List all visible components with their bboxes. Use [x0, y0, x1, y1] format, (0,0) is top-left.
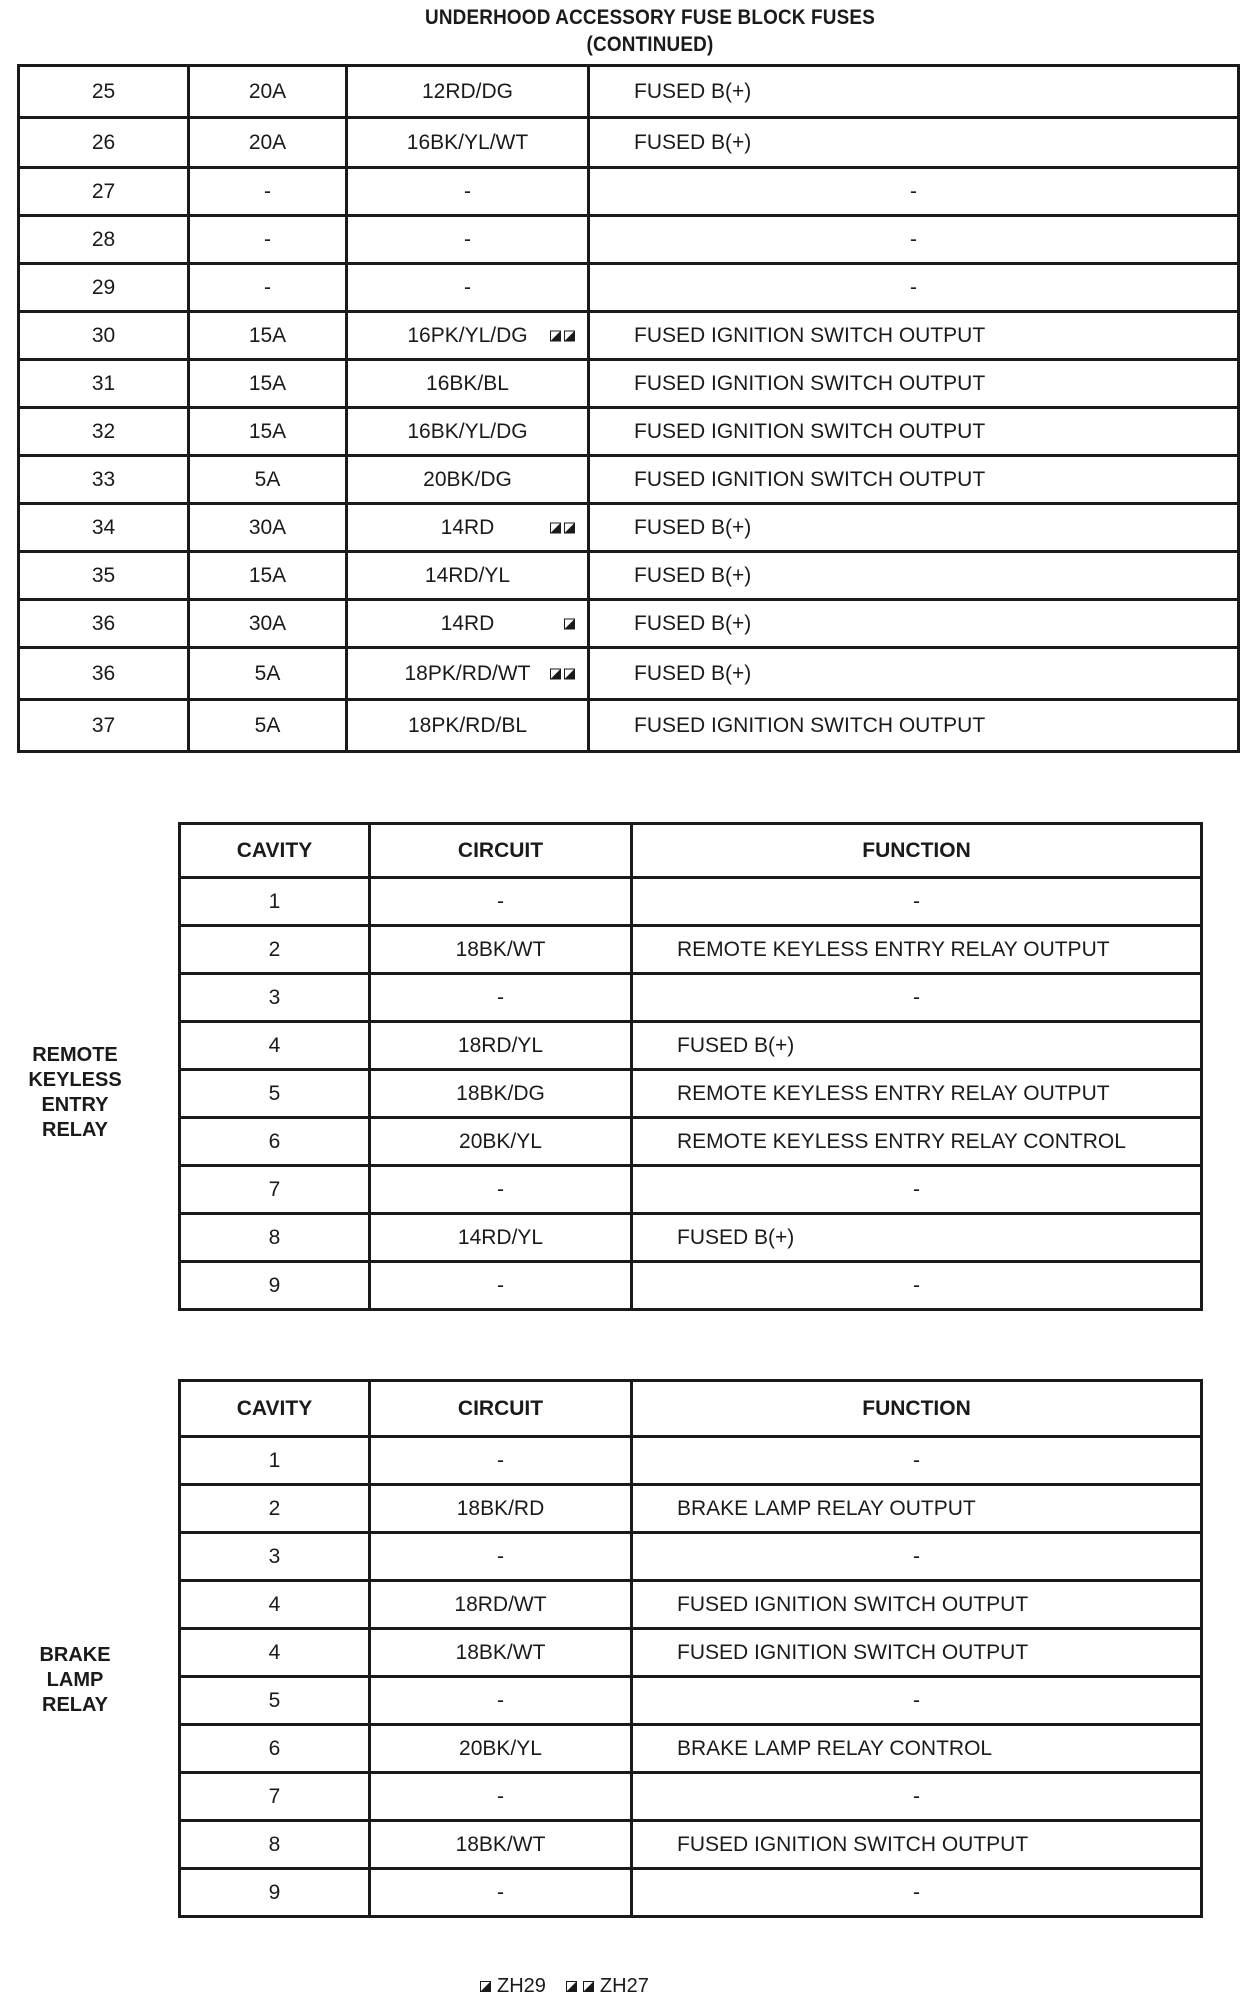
fuse-row — [19, 648, 1239, 700]
connector-mark-icon — [566, 1981, 577, 1992]
fuse-rating-cell: 15A — [189, 408, 347, 456]
fuse-rating-cell: - — [189, 264, 347, 312]
cavity-cell: 35 — [19, 552, 189, 600]
legend-single-label: ZH29 — [497, 1975, 546, 1997]
function-cell: FUSED IGNITION SWITCH OUTPUT — [589, 408, 1239, 456]
brake-relay-table — [178, 1379, 1203, 1918]
circuit-cell: 18BK/WT — [370, 926, 632, 974]
brake-relay-label-line: LAMP — [46, 1669, 104, 1691]
cavity-cell: 4 — [180, 1022, 370, 1070]
fuse-row — [19, 216, 1239, 264]
legend-single — [480, 1975, 546, 1998]
connector-mark-icon — [564, 522, 575, 533]
cavity-cell: 1 — [180, 878, 370, 926]
cavity-cell: 9 — [180, 1869, 370, 1917]
function-cell: FUSED B(+) — [632, 1214, 1202, 1262]
fuse-row — [19, 504, 1239, 552]
fuse-row — [19, 66, 1239, 118]
relay-row — [180, 926, 1202, 974]
circuit-cell — [347, 504, 589, 552]
connector-marks — [550, 522, 575, 533]
fuse-rating-cell: 30A — [189, 504, 347, 552]
relay-row — [180, 1725, 1202, 1773]
function-cell: - — [632, 1437, 1202, 1485]
circuit-cell — [347, 456, 589, 504]
function-cell: BRAKE LAMP RELAY CONTROL — [632, 1725, 1202, 1773]
circuit-text: 14RD — [440, 515, 495, 539]
fuse-rating-cell: 20A — [189, 66, 347, 118]
circuit-cell: 18BK/WT — [370, 1629, 632, 1677]
relay-row — [180, 974, 1202, 1022]
fuse-row — [19, 408, 1239, 456]
function-cell: FUSED IGNITION SWITCH OUTPUT — [589, 700, 1239, 752]
connector-mark-icon — [480, 1981, 491, 1992]
fuse-row — [19, 360, 1239, 408]
relay-row — [180, 1166, 1202, 1214]
circuit-cell — [347, 216, 589, 264]
cavity-cell: 33 — [19, 456, 189, 504]
fuse-rating-cell: - — [189, 168, 347, 216]
circuit-cell: 18BK/RD — [370, 1485, 632, 1533]
circuit-cell: 14RD/YL — [370, 1214, 632, 1262]
cavity-cell: 9 — [180, 1262, 370, 1310]
cavity-header: CAVITY — [180, 1381, 370, 1437]
fuse-row — [19, 700, 1239, 752]
cavity-cell: 29 — [19, 264, 189, 312]
brake-relay-label — [0, 1643, 150, 1718]
fuse-row — [19, 168, 1239, 216]
keyless-relay-label-line: KEYLESS — [28, 1069, 122, 1091]
circuit-text: - — [464, 179, 471, 203]
relay-row — [180, 1533, 1202, 1581]
cavity-cell: 30 — [19, 312, 189, 360]
cavity-cell: 2 — [180, 926, 370, 974]
brake-relay-label-line: BRAKE — [39, 1644, 111, 1666]
cavity-cell: 28 — [19, 216, 189, 264]
function-cell: - — [632, 1869, 1202, 1917]
connector-mark-icon — [564, 330, 575, 341]
connector-marks — [550, 668, 575, 679]
circuit-cell — [347, 118, 589, 168]
function-cell: - — [589, 264, 1239, 312]
cavity-cell: 25 — [19, 66, 189, 118]
relay-row — [180, 1262, 1202, 1310]
function-cell: FUSED IGNITION SWITCH OUTPUT — [632, 1629, 1202, 1677]
relay-row — [180, 1677, 1202, 1725]
fuse-row — [19, 312, 1239, 360]
connector-marks — [564, 618, 575, 629]
keyless-relay-label-line: ENTRY — [41, 1094, 109, 1116]
function-cell: FUSED B(+) — [589, 648, 1239, 700]
relay-row — [180, 1485, 1202, 1533]
circuit-cell — [347, 360, 589, 408]
circuit-cell — [347, 648, 589, 700]
header-row — [180, 824, 1202, 878]
circuit-cell — [347, 600, 589, 648]
function-cell: FUSED IGNITION SWITCH OUTPUT — [589, 312, 1239, 360]
relay-row — [180, 1821, 1202, 1869]
function-cell: - — [589, 216, 1239, 264]
circuit-cell: 18BK/DG — [370, 1070, 632, 1118]
circuit-text: 14RD/YL — [424, 563, 511, 587]
circuit-cell: 20BK/YL — [370, 1118, 632, 1166]
function-cell: FUSED B(+) — [589, 66, 1239, 118]
cavity-cell: 34 — [19, 504, 189, 552]
cavity-cell: 27 — [19, 168, 189, 216]
circuit-cell: - — [370, 974, 632, 1022]
function-cell: FUSED IGNITION SWITCH OUTPUT — [632, 1821, 1202, 1869]
fuse-rating-cell: 15A — [189, 312, 347, 360]
circuit-cell — [347, 168, 589, 216]
relay-row — [180, 1629, 1202, 1677]
connector-marks — [550, 330, 575, 341]
header-row — [180, 1381, 1202, 1437]
circuit-text: 20BK/DG — [423, 467, 512, 491]
function-cell: FUSED B(+) — [589, 118, 1239, 168]
circuit-cell: 18RD/YL — [370, 1022, 632, 1070]
fuse-rating-cell: 15A — [189, 552, 347, 600]
circuit-cell — [347, 552, 589, 600]
fuse-rating-cell: 5A — [189, 700, 347, 752]
function-cell: FUSED B(+) — [589, 504, 1239, 552]
circuit-cell — [347, 312, 589, 360]
fuse-row — [19, 456, 1239, 504]
legend-double-label: ZH27 — [599, 1975, 649, 1997]
cavity-cell: 6 — [180, 1725, 370, 1773]
circuit-cell: - — [370, 1262, 632, 1310]
cavity-cell: 6 — [180, 1118, 370, 1166]
circuit-cell — [347, 408, 589, 456]
fuse-block-table — [17, 64, 1240, 753]
fuse-row — [19, 552, 1239, 600]
circuit-text: 18PK/RD/WT — [404, 661, 531, 685]
keyless-relay-label — [0, 1043, 150, 1143]
circuit-text: 16BK/BL — [426, 371, 509, 395]
circuit-text: 12RD/DG — [421, 79, 514, 103]
function-cell: BRAKE LAMP RELAY OUTPUT — [632, 1485, 1202, 1533]
relay-row — [180, 1070, 1202, 1118]
function-cell: FUSED IGNITION SWITCH OUTPUT — [589, 456, 1239, 504]
circuit-cell — [347, 66, 589, 118]
fuse-row — [19, 600, 1239, 648]
circuit-cell — [347, 700, 589, 752]
legend-double — [566, 1975, 649, 1998]
cavity-cell: 5 — [180, 1070, 370, 1118]
circuit-text: 18PK/RD/BL — [407, 713, 528, 737]
relay-row — [180, 1022, 1202, 1070]
fuse-row — [19, 118, 1239, 168]
function-cell: - — [632, 1533, 1202, 1581]
fuse-rating-cell: 5A — [189, 456, 347, 504]
cavity-cell: 3 — [180, 1533, 370, 1581]
fuse-rating-cell: 20A — [189, 118, 347, 168]
function-cell: - — [632, 1262, 1202, 1310]
function-header: FUNCTION — [632, 1381, 1202, 1437]
function-cell: FUSED IGNITION SWITCH OUTPUT — [632, 1581, 1202, 1629]
function-header: FUNCTION — [632, 824, 1202, 878]
circuit-text: 16PK/YL/DG — [407, 323, 528, 347]
circuit-cell: - — [370, 878, 632, 926]
fuse-row — [19, 264, 1239, 312]
fuse-block-title: UNDERHOOD ACCESSORY FUSE BLOCK FUSES — [425, 6, 875, 29]
cavity-cell: 7 — [180, 1773, 370, 1821]
cavity-header: CAVITY — [180, 824, 370, 878]
relay-row — [180, 1773, 1202, 1821]
cavity-cell: 1 — [180, 1437, 370, 1485]
circuit-cell: - — [370, 1677, 632, 1725]
fuse-rating-cell: 15A — [189, 360, 347, 408]
function-cell: REMOTE KEYLESS ENTRY RELAY OUTPUT — [632, 926, 1202, 974]
keyless-relay-label-line: RELAY — [42, 1119, 108, 1141]
cavity-cell: 26 — [19, 118, 189, 168]
fuse-rating-cell: 30A — [189, 600, 347, 648]
cavity-cell: 4 — [180, 1629, 370, 1677]
connector-mark-icon — [564, 618, 575, 629]
connector-mark-icon — [550, 668, 561, 679]
fuse-rating-cell: 5A — [189, 648, 347, 700]
brake-relay-label-line: RELAY — [42, 1694, 108, 1716]
circuit-cell — [347, 264, 589, 312]
keyless-relay-label-line: REMOTE — [32, 1044, 118, 1066]
function-cell: REMOTE KEYLESS ENTRY RELAY CONTROL — [632, 1118, 1202, 1166]
circuit-cell: 18BK/WT — [370, 1821, 632, 1869]
function-cell: - — [632, 1166, 1202, 1214]
cavity-cell: 3 — [180, 974, 370, 1022]
relay-row — [180, 1869, 1202, 1917]
cavity-cell: 36 — [19, 600, 189, 648]
cavity-cell: 7 — [180, 1166, 370, 1214]
function-cell: - — [632, 1773, 1202, 1821]
cavity-cell: 36 — [19, 648, 189, 700]
relay-row — [180, 1118, 1202, 1166]
circuit-cell: - — [370, 1437, 632, 1485]
connector-mark-icon — [550, 522, 561, 533]
circuit-header: CIRCUIT — [370, 824, 632, 878]
function-cell: FUSED B(+) — [589, 600, 1239, 648]
function-cell: - — [589, 168, 1239, 216]
legend — [480, 1975, 661, 1998]
circuit-text: 16BK/YL/WT — [406, 130, 529, 154]
cavity-cell: 8 — [180, 1214, 370, 1262]
cavity-cell: 4 — [180, 1581, 370, 1629]
circuit-text: - — [464, 227, 471, 251]
function-cell: FUSED B(+) — [632, 1022, 1202, 1070]
function-cell: - — [632, 1677, 1202, 1725]
cavity-cell: 31 — [19, 360, 189, 408]
function-cell: - — [632, 974, 1202, 1022]
relay-row — [180, 1581, 1202, 1629]
circuit-text: 14RD — [440, 611, 495, 635]
function-cell: FUSED B(+) — [589, 552, 1239, 600]
connector-mark-icon — [550, 330, 561, 341]
function-cell: REMOTE KEYLESS ENTRY RELAY OUTPUT — [632, 1070, 1202, 1118]
cavity-cell: 8 — [180, 1821, 370, 1869]
relay-row — [180, 1214, 1202, 1262]
circuit-cell: - — [370, 1533, 632, 1581]
relay-row — [180, 1437, 1202, 1485]
fuse-rating-cell: - — [189, 216, 347, 264]
circuit-cell: - — [370, 1166, 632, 1214]
connector-mark-icon — [583, 1981, 594, 1992]
cavity-cell: 2 — [180, 1485, 370, 1533]
fuse-block-subtitle: (CONTINUED) — [586, 33, 714, 56]
circuit-cell: - — [370, 1773, 632, 1821]
cavity-cell: 32 — [19, 408, 189, 456]
keyless-relay-table — [178, 822, 1203, 1311]
circuit-text: 16BK/YL/DG — [407, 419, 528, 443]
connector-mark-icon — [564, 668, 575, 679]
cavity-cell: 37 — [19, 700, 189, 752]
relay-row — [180, 878, 1202, 926]
circuit-header: CIRCUIT — [370, 1381, 632, 1437]
cavity-cell: 5 — [180, 1677, 370, 1725]
function-cell: - — [632, 878, 1202, 926]
circuit-cell: - — [370, 1869, 632, 1917]
function-cell: FUSED IGNITION SWITCH OUTPUT — [589, 360, 1239, 408]
circuit-cell: 20BK/YL — [370, 1725, 632, 1773]
circuit-text: - — [464, 275, 471, 299]
circuit-cell: 18RD/WT — [370, 1581, 632, 1629]
